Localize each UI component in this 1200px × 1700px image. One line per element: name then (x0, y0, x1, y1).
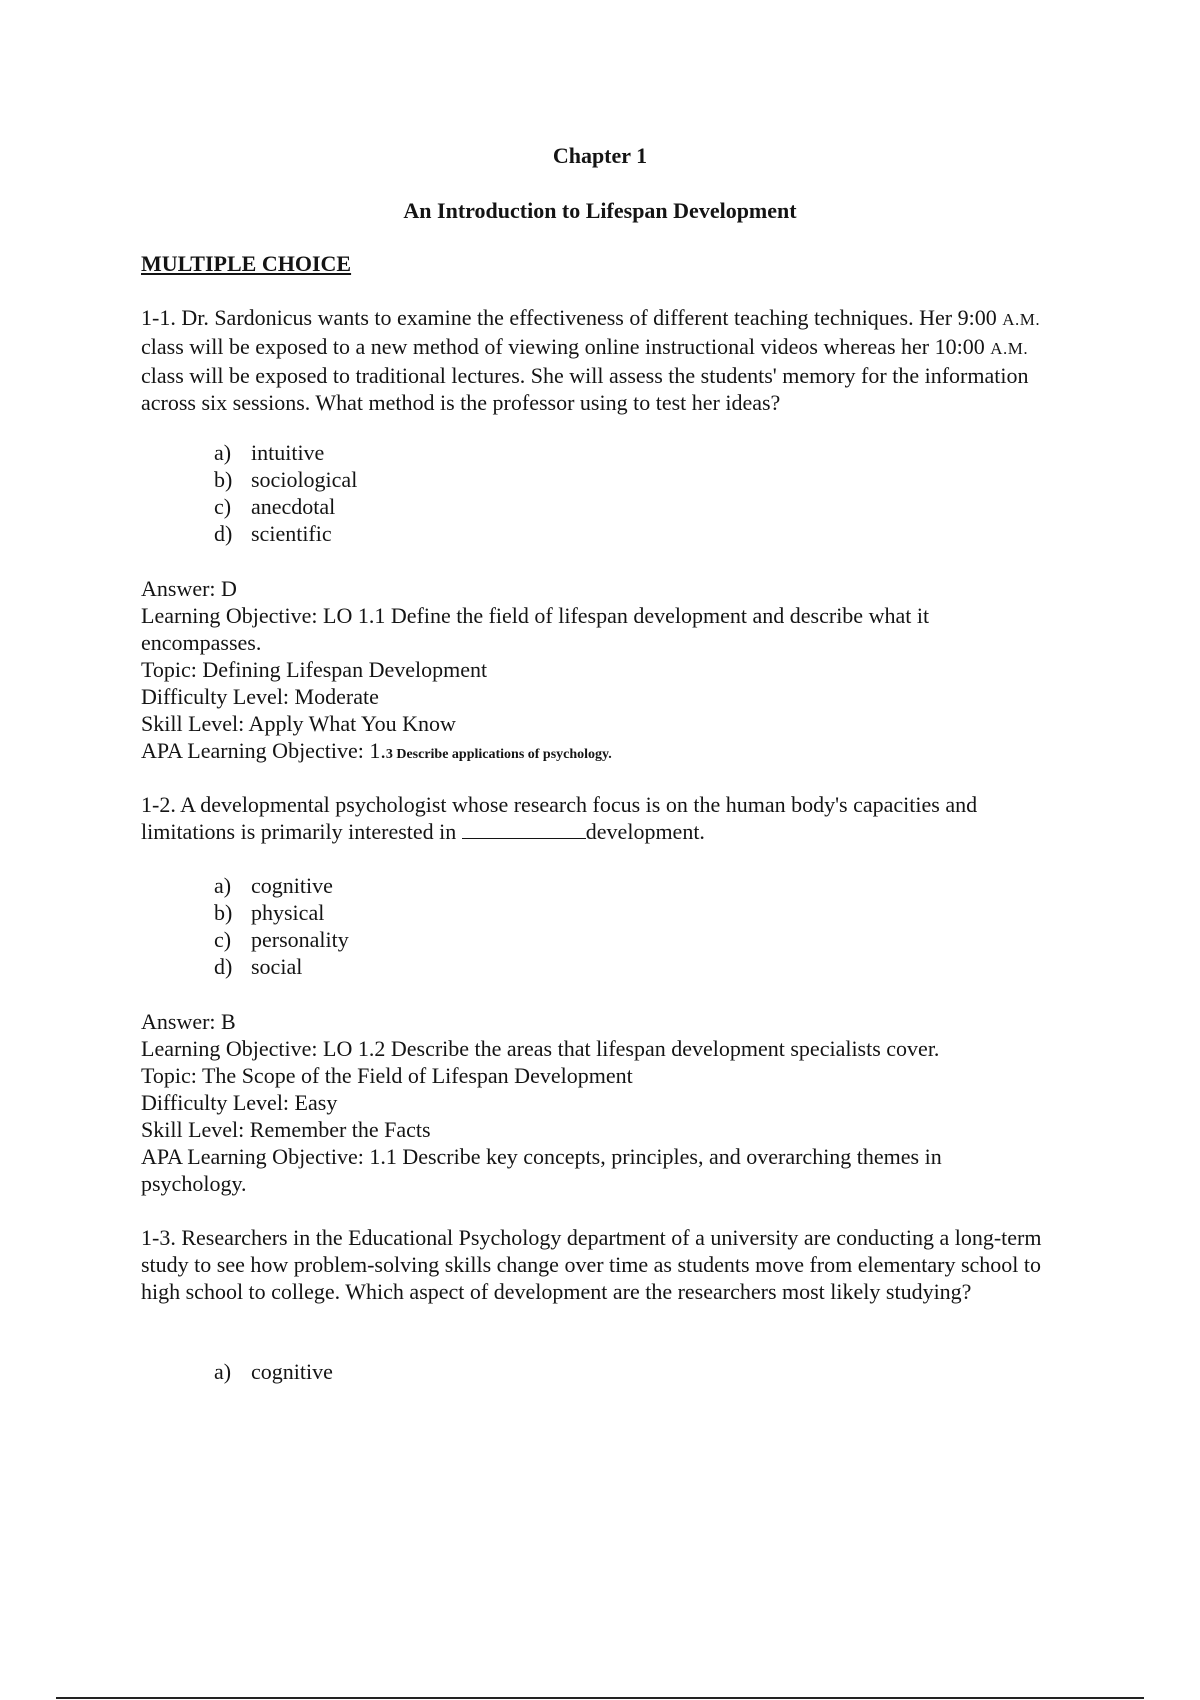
chapter-title: An Introduction to Lifespan Development (403, 198, 797, 223)
option-letter: d) (214, 954, 233, 979)
option-text: physical (251, 900, 325, 925)
difficulty-level: Difficulty Level: Easy (141, 1090, 338, 1115)
option-text: anecdotal (251, 494, 336, 519)
option-b (214, 899, 349, 926)
topic: Topic: Defining Lifespan Development (141, 657, 488, 682)
option-d (214, 520, 357, 547)
option-text: intuitive (251, 440, 325, 465)
option-a (214, 439, 357, 466)
answer-blank (462, 819, 586, 839)
question-text: 1-3. Researchers in the Educational Psychology department of a university are conducting a long-term study to see how problem-solving skills change over time as students move from elementary school to high school to college. Which aspect of development are the researchers most likely studying? (141, 1225, 1042, 1304)
question-text-part: class will be exposed to a new method of viewing online instructional videos whereas her 10:00 (141, 334, 991, 359)
option-b (214, 466, 357, 493)
question-3-options (214, 1358, 333, 1385)
option-text: personality (251, 927, 349, 952)
question-2-options (214, 872, 349, 980)
question-1-metadata (141, 575, 1041, 768)
apa-learning-objective (141, 737, 1041, 768)
question-text-part: class will be exposed to traditional lectures. She will assess the students' memory for the information across six sessions. What method is the professor using to test her ideas? (141, 363, 1029, 415)
question-3-text (141, 1224, 1061, 1305)
topic: Topic: The Scope of the Field of Lifespan Development (141, 1063, 633, 1088)
question-text-part: 1-1. Dr. Sardonicus wants to examine the effectiveness of different teaching techniques. Her 9:00 (141, 305, 1003, 330)
option-d (214, 953, 349, 980)
learning-objective: Learning Objective: LO 1.2 Describe the areas that lifespan development specialists cover. (141, 1036, 940, 1061)
skill-level: Skill Level: Apply What You Know (141, 711, 456, 736)
option-letter: b) (214, 467, 233, 492)
option-letter: d) (214, 521, 233, 546)
option-text: scientific (251, 521, 332, 546)
option-letter: b) (214, 900, 233, 925)
section-heading: MULTIPLE CHOICE (141, 251, 352, 276)
option-text: cognitive (251, 873, 333, 898)
option-c (214, 926, 349, 953)
answer: Answer: D (141, 576, 237, 601)
option-text: social (251, 954, 303, 979)
option-letter: a) (214, 873, 232, 898)
skill-level: Skill Level: Remember the Facts (141, 1117, 431, 1142)
apa-description: 3 Describe applications of psychology. (385, 747, 612, 762)
footer-rule (56, 1697, 1144, 1699)
option-letter: c) (214, 494, 232, 519)
option-a (214, 872, 349, 899)
option-c (214, 493, 357, 520)
chapter-number: Chapter 1 (552, 143, 648, 168)
option-letter: a) (214, 1359, 232, 1384)
question-1-text (141, 304, 1061, 416)
apa-learning-objective: APA Learning Objective: 1.1 Describe key concepts, principles, and overarching themes in psychology. (141, 1144, 942, 1196)
option-letter: a) (214, 440, 232, 465)
apa-prefix: APA Learning Objective: 1. (141, 738, 386, 763)
question-1-options (214, 439, 357, 547)
option-letter: c) (214, 927, 232, 952)
learning-objective: Learning Objective: LO 1.1 Define the field of lifespan development and describe what it encompasses. (141, 603, 930, 655)
question-text-part: 1-2. A developmental psychologist whose research focus is on the human body's capacities and limitations is primarily interested in (141, 792, 978, 844)
question-2-metadata (141, 1008, 1041, 1197)
option-a (214, 1358, 333, 1385)
question-text-part: development. (585, 819, 705, 844)
time-suffix: A.M. (1002, 310, 1041, 329)
answer: Answer: B (141, 1009, 236, 1034)
difficulty-level: Difficulty Level: Moderate (141, 684, 379, 709)
question-2-text (141, 791, 1061, 845)
option-text: sociological (251, 467, 358, 492)
time-suffix: A.M. (990, 339, 1029, 358)
option-text: cognitive (251, 1359, 333, 1384)
